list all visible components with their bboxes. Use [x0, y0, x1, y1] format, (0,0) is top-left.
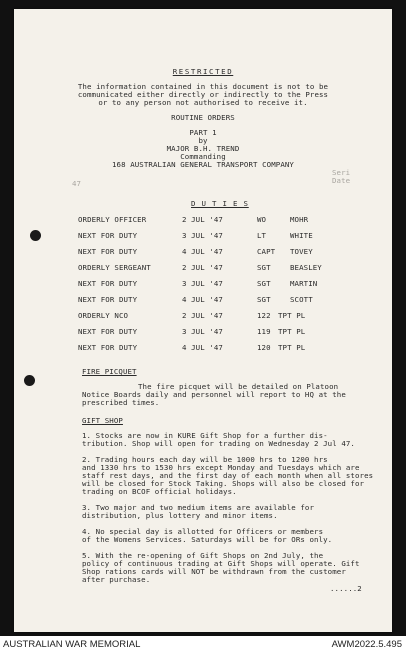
margin-serial: Seri — [332, 168, 351, 177]
duty-role: ORDERLY OFFICER — [78, 215, 147, 224]
punch-hole — [24, 375, 35, 386]
duty-name: SCOTT — [290, 295, 313, 304]
duty-role: NEXT FOR DUTY — [78, 279, 138, 288]
duty-name: TOVEY — [290, 247, 313, 256]
unit-name: 168 AUSTRALIAN GENERAL TRANSPORT COMPANY — [112, 160, 294, 169]
duty-rank: LT — [257, 231, 267, 240]
duty-name: TPT PL — [278, 327, 306, 336]
margin-date: Date — [332, 176, 351, 185]
gift-shop-line: will be closed for Stock Taking. Shops will also be closed for — [82, 479, 365, 488]
notice-line: communicated either directly or indirectly to the Press — [77, 90, 329, 99]
duties-heading: D U T I E S — [191, 199, 249, 208]
fire-picquet-heading: FIRE PICQUET — [82, 367, 137, 376]
duty-rank: SGT — [257, 279, 271, 288]
duty-rank: SGT — [257, 263, 271, 272]
gift-shop-line: 1. Stocks are now in KURE Gift Shop for a further dis- — [82, 431, 328, 440]
duty-rank: CAPT — [257, 247, 276, 256]
duty-name: BEASLEY — [290, 263, 322, 272]
duty-date: 2 JUL '47 — [182, 263, 223, 272]
duty-name: TPT PL — [278, 311, 306, 320]
gift-shop-line: staff rest days, and the first day of each month when all stores — [82, 471, 374, 480]
issuer-name: MAJOR B.H. TREND — [166, 144, 240, 153]
gift-shop-line: policy of continuous trading at Gift Shops will operate. Gift — [82, 559, 360, 568]
gift-shop-line: of the Womens Services. Saturdays will be for ORs only. — [82, 535, 333, 544]
fire-picquet-line: The fire picquet will be detailed on Platoon — [138, 382, 339, 391]
margin-number: 47 — [72, 179, 82, 188]
commanding-label: Commanding — [180, 152, 226, 161]
duty-role: NEXT FOR DUTY — [78, 327, 138, 336]
duty-rank: 122 — [257, 311, 271, 320]
classification-heading: RESTRICTED — [172, 67, 234, 76]
gift-shop-line: and 1330 hrs to 1530 hrs except Monday and Tuesdays which are — [82, 463, 360, 472]
duty-date: 3 JUL '47 — [182, 231, 223, 240]
document-page — [14, 9, 392, 632]
duty-name: TPT PL — [278, 343, 306, 352]
fire-picquet-line: prescribed times. — [82, 398, 160, 407]
duty-date: 4 JUL '47 — [182, 343, 223, 352]
duty-role: ORDERLY NCO — [78, 311, 129, 320]
duty-role: NEXT FOR DUTY — [78, 295, 138, 304]
orders-title: ROUTINE ORDERS — [171, 113, 235, 122]
notice-line: The information contained in this document is not to be — [77, 82, 329, 91]
duty-name: WHITE — [290, 231, 313, 240]
duty-rank: WO — [257, 215, 267, 224]
gift-shop-line: 4. No special day is allotted for Officers or members — [82, 527, 324, 536]
gift-shop-line: tribution. Shop will open for trading on Wednesday 2 Jul 47. — [82, 439, 355, 448]
duty-name: MARTIN — [290, 279, 318, 288]
duty-rank: 120 — [257, 343, 271, 352]
part-label: PART 1 — [189, 128, 217, 137]
duty-rank: SGT — [257, 295, 271, 304]
duty-role: NEXT FOR DUTY — [78, 343, 138, 352]
gift-shop-heading: GIFT SHOP — [82, 416, 123, 425]
gift-shop-line: trading on BCOF official holidays. — [82, 487, 237, 496]
fire-picquet-line: Notice Boards daily and personnel will report to HQ at the — [82, 390, 346, 399]
by-label: by — [198, 136, 208, 145]
duty-date: 3 JUL '47 — [182, 327, 223, 336]
duty-date: 3 JUL '47 — [182, 279, 223, 288]
archive-name: AUSTRALIAN WAR MEMORIAL — [3, 639, 141, 650]
gift-shop-line: 5. With the re-opening of Gift Shops on 2nd July, the — [82, 551, 324, 560]
notice-line: or to any person not authorised to receive it. — [98, 98, 308, 107]
gift-shop-line: 2. Trading hours each day will be 1000 hrs to 1200 hrs — [82, 455, 328, 464]
duty-rank: 119 — [257, 327, 271, 336]
gift-shop-line: after purchase. — [82, 575, 151, 584]
duty-date: 2 JUL '47 — [182, 215, 223, 224]
duty-role: NEXT FOR DUTY — [78, 247, 138, 256]
punch-hole — [30, 230, 41, 241]
duty-date: 4 JUL '47 — [182, 247, 223, 256]
duty-date: 2 JUL '47 — [182, 311, 223, 320]
duty-role: NEXT FOR DUTY — [78, 231, 138, 240]
gift-shop-line: distribution, plus lottery and minor items. — [82, 511, 278, 520]
page-continuation: ......2 — [330, 584, 362, 593]
archive-footer — [0, 636, 406, 653]
gift-shop-line: 3. Two major and two medium items are available for — [82, 503, 315, 512]
archive-reference: AWM2022.5.495 — [331, 639, 402, 650]
gift-shop-line: Shop rations cards will NOT be withdrawn from the customer — [82, 567, 346, 576]
duty-date: 4 JUL '47 — [182, 295, 223, 304]
duty-role: ORDERLY SERGEANT — [78, 263, 151, 272]
duty-name: MOHR — [290, 215, 309, 224]
